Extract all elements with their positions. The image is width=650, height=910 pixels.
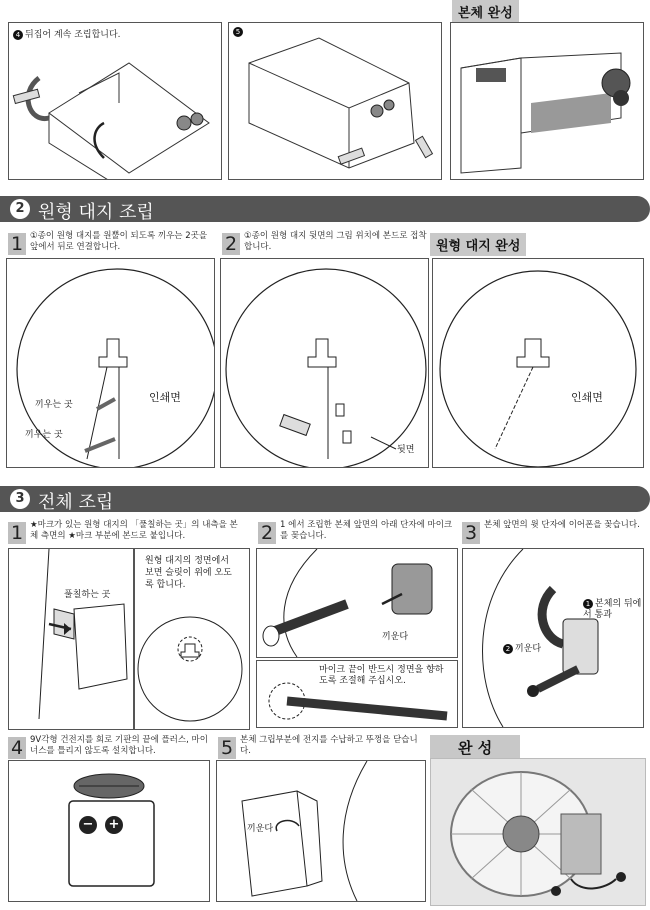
sec3-step1-panel-left	[8, 548, 134, 730]
mic-insert-illustration	[257, 549, 457, 657]
circle-complete-panel	[432, 258, 644, 468]
battery-plus-terminal: +	[105, 816, 123, 834]
earphone-route-text: 본체의 뒤에서 통과	[583, 599, 642, 620]
section2-number: 2	[10, 199, 30, 219]
sec2-step2-text: ①종이 원형 대지 뒷면의 그림 위치에 본드로 접착합니다.	[244, 231, 427, 252]
body-complete-tag: 본체 완성	[452, 0, 519, 23]
case-insert-label: 끼운다	[247, 824, 274, 834]
battery-case-panel	[216, 760, 426, 902]
back-side-label: 뒷면	[397, 445, 415, 455]
circle-complete-tag: 원형 대지 완성	[430, 233, 526, 256]
sec3-step5-text: 본체 그립부분에 전지를 수납하고 뚜껑을 닫습니다.	[240, 735, 418, 756]
sec2-step1-panel	[6, 258, 215, 468]
print-side-label-2: 인쇄면	[571, 391, 603, 404]
top-step4-panel	[8, 22, 222, 180]
earphone-insert-text: 끼운다	[515, 644, 542, 654]
earphone-route-label	[583, 599, 643, 621]
sec2-step1-number: 1	[8, 233, 26, 255]
step4-illustration	[9, 23, 221, 179]
final-product-photo	[431, 759, 645, 905]
section3-title: 전체 조립	[38, 492, 114, 513]
sec3-step1-number: 1	[8, 522, 26, 544]
sec3-step2-panel	[256, 548, 458, 658]
sec3-step4-text: 9V각형 건전지를 회로 기판의 끝에 플러스, 마이너스를 틀리지 않도록 설치합니다.	[30, 735, 208, 756]
step5-badge: 5	[233, 27, 243, 37]
battery-panel	[8, 760, 210, 902]
section2-header	[0, 196, 650, 222]
glue-area-label: 풀칠하는 곳	[64, 590, 111, 600]
battery-minus-terminal: −	[79, 816, 97, 834]
top-step5-panel	[228, 22, 442, 180]
sec3-step3-panel	[462, 548, 644, 728]
sec3-step2-text: 1 에서 조립한 본체 앞면의 아래 단자에 마이크를 꽂습니다.	[280, 520, 453, 541]
mic-insert-label: 끼운다	[382, 632, 409, 642]
insert-label-1: 끼우는 곳	[35, 400, 73, 410]
print-side-label: 인쇄면	[149, 391, 181, 404]
earphone-insert-illustration	[463, 549, 643, 727]
section3-header	[0, 486, 650, 512]
earphone-insert-label	[503, 641, 541, 654]
sec3-step4-number: 4	[8, 737, 26, 759]
front-view-note: 원형 대지의 정면에서 보면 슬릿이 위에 오도록 합니다.	[145, 556, 232, 590]
body-complete-illustration	[451, 23, 643, 179]
circle-complete-illustration	[433, 259, 643, 467]
mic-note-panel	[256, 660, 458, 728]
sec3-step1-text: ★마크가 있는 원형 대지의 「풀칠하는 곳」의 내측을 본체 측면의 ★마크 부분에 본드로 붙입니다.	[30, 520, 238, 541]
body-complete-panel	[450, 22, 644, 180]
badge-2: 2	[503, 644, 513, 654]
sec2-step1-text: ①종이 원형 대지를 원뿔이 되도록 끼우는 2곳을 앞에서 뒤로 연결합니다.	[30, 231, 208, 252]
insert-label-2: 끼우는 곳	[25, 430, 63, 440]
badge-1: 1	[583, 599, 593, 609]
sec2-step2-illustration	[221, 259, 428, 467]
step5-illustration	[229, 23, 441, 179]
sec3-step2-number: 2	[258, 522, 276, 544]
step4-text: 뒤집어 계속 조립합니다.	[25, 30, 121, 40]
final-complete-tag: 완 성	[430, 735, 520, 760]
sec2-step2-number: 2	[222, 233, 240, 255]
step4-badge: 4	[13, 30, 23, 40]
sec3-step1-panel-right	[134, 548, 250, 730]
sec3-step5-number: 5	[218, 737, 236, 759]
sec3-step3-number: 3	[462, 522, 480, 544]
section3-number: 3	[10, 489, 30, 509]
section2-title: 원형 대지 조립	[38, 202, 154, 223]
mic-direction-note: 마이크 끝이 반드시 정면을 향하도록 조절해 주십시오.	[319, 665, 444, 686]
sec3-step1-body-illustration	[9, 549, 133, 729]
final-photo-panel	[430, 758, 646, 906]
sec3-step3-text: 본체 앞면의 윗 단자에 이어폰을 꽂습니다.	[484, 520, 640, 530]
sec2-step2-panel	[220, 258, 429, 468]
